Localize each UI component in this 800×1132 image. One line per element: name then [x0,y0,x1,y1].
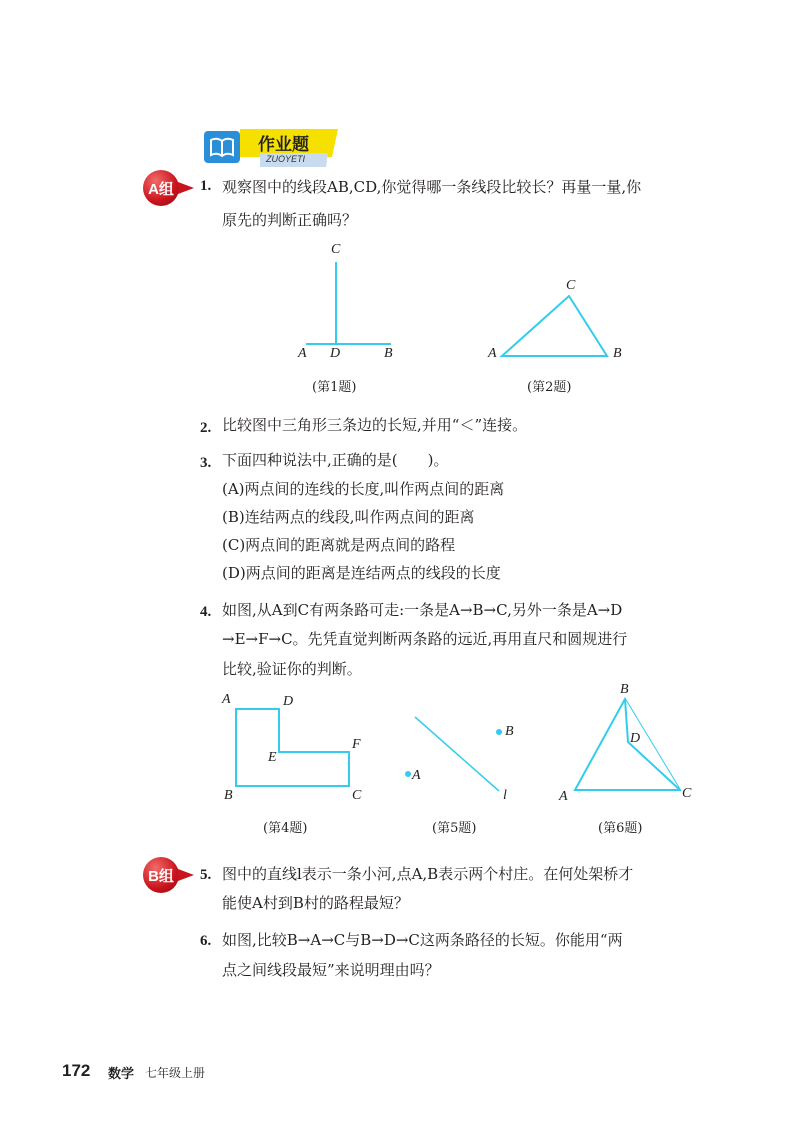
q3-option-b: (B)连结两点的线段,叫作两点间的距离 [222,508,475,526]
q6-number: 6. [200,933,212,949]
fig2-triangle [502,296,607,356]
q3-number: 3. [200,455,212,471]
q4-line3: 比较,验证你的判断。 [222,660,362,678]
q2-text: 比较图中三角形三条边的长短,并用“＜”连接。 [222,416,528,434]
fig4-label-b: B [224,788,233,803]
q1-line1: 观察图中的线段AB,CD,你觉得哪一条线段比较长？再量一量,你 [222,178,642,196]
fig1-caption: (第1题) [312,380,357,395]
fig2-label-c: C [566,278,576,293]
fig6-label-b: B [620,682,629,697]
fig4-label-c: C [352,788,362,803]
group-b-badge: B组 [143,857,179,893]
q3-stem: 下面四种说法中,正确的是( )。 [222,451,449,469]
fig1-label-d: D [330,346,341,361]
group-a-badge: A组 [143,170,179,206]
footer-subject: 数学 [108,1067,135,1082]
fig4-caption: (第4题) [263,821,308,836]
fig4-label-e: E [268,750,277,765]
footer-grade: 七年级上册 [145,1066,206,1080]
fig2-label-b: B [613,346,622,361]
fig5-label-b: B [505,724,514,739]
q4-line1: 如图,从A到C有两条路可走:一条是A→B→C,另外一条是A→D [222,601,623,619]
fig6-label-d: D [630,731,641,746]
q1-line2: 原先的判断正确吗？ [222,211,358,229]
fig1-diagram [290,245,410,355]
q4-number: 4. [200,604,212,620]
fig6-diagram [560,690,690,800]
fig5-label-l: l [503,788,507,803]
fig5-diagram [400,705,520,800]
header-banner [200,127,340,167]
fig1-label-a: A [298,346,307,361]
q3-option-d: (D)两点间的距离是连结两点的线段的长度 [222,564,501,582]
fig6-caption: (第6题) [598,821,643,836]
fig5-point-a [405,771,411,777]
fig4-label-f: F [352,737,361,752]
q6-line2: 点之间线段最短”来说明理由吗？ [222,961,440,979]
q5-line2: 能使A村到B村的路程最短？ [222,894,409,912]
fig4-diagram [225,700,365,795]
q1-number: 1. [200,178,212,194]
fig1-label-b: B [384,346,393,361]
fig2-label-a: A [488,346,497,361]
fig6-label-c: C [682,786,692,801]
fig5-caption: (第5题) [432,821,477,836]
fig5-river-line [415,717,499,791]
group-a-badge-tail [178,182,194,194]
page-number: 172 [62,1061,91,1080]
fig4-label-a: A [222,692,231,707]
fig4-label-d: D [283,694,294,709]
q4-line2: →E→F→C。先凭直觉判断两条路的远近,再用直尺和圆规进行 [222,630,628,648]
fig5-point-b [496,729,502,735]
q6-line1: 如图,比较B→A→C与B→D→C这两条路径的长短。你能用“两 [222,931,623,949]
q5-line1: 图中的直线l表示一条小河,点A,B表示两个村庄。在何处架桥才 [222,865,634,883]
header-title: 作业题 [258,135,309,155]
fig5-label-a: A [412,768,421,783]
fig4-path [236,709,349,786]
fig1-label-c: C [331,242,341,257]
fig2-diagram [490,285,620,365]
group-b-badge-tail [178,869,194,881]
header-subtitle: ZUOYETI [266,154,306,164]
q3-option-a: (A)两点间的连线的长度,叫作两点间的距离 [222,480,505,498]
q2-number: 2. [200,420,212,436]
q3-option-c: (C)两点间的距离就是两点间的路程 [222,536,456,554]
book-icon [208,135,236,159]
q5-number: 5. [200,867,212,883]
fig6-label-a: A [559,789,568,804]
fig2-caption: (第2题) [527,380,572,395]
